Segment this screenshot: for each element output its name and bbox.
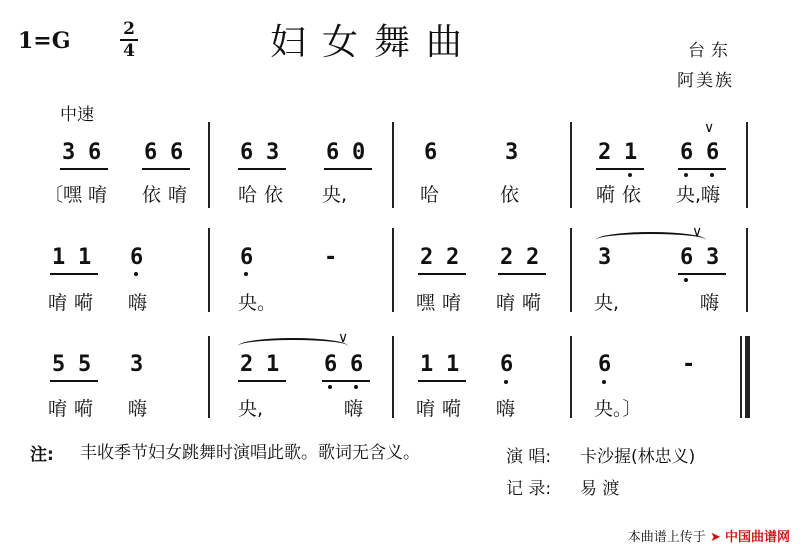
lyric: 〔嘿 (44, 184, 83, 206)
lyric: 唷 (168, 184, 188, 206)
note: 6 (326, 140, 340, 165)
lyric: 依 (264, 184, 284, 206)
note: 6 (680, 140, 694, 165)
note: 1 (420, 352, 434, 377)
footer-prefix: 本曲谱上传于 (627, 530, 706, 545)
note: 3 (505, 140, 519, 165)
note: 1 (52, 245, 66, 270)
lyric: 唷 (416, 398, 436, 420)
lyric: 唷 (496, 292, 516, 314)
lyric: 嗨 (496, 398, 516, 420)
lyric: 嗬 (596, 184, 616, 206)
note: 6 (88, 140, 102, 165)
note: 5 (78, 352, 92, 377)
lyric: 唷 (88, 184, 108, 206)
lyric: 依 (500, 184, 520, 206)
lyric: 唷 (48, 292, 68, 314)
note: 6 (500, 352, 514, 377)
lyric: 央, (238, 398, 264, 420)
note: 6 (240, 245, 254, 270)
site-logo-icon: ➤ (709, 530, 721, 545)
lyric: 央,嗨 (676, 184, 721, 206)
note: 1 (266, 352, 280, 377)
footer-brand[interactable]: 中国曲谱网 (724, 530, 790, 545)
lyric: 央。〕 (594, 398, 642, 420)
note: 2 (420, 245, 434, 270)
time-signature (118, 20, 140, 60)
note: 6 (424, 140, 438, 165)
note: - (682, 352, 696, 377)
lyric: 嗬 (74, 292, 94, 314)
note: 6 (350, 352, 364, 377)
note: 6 (170, 140, 184, 165)
key-signature: 1=G (18, 28, 71, 54)
footer-watermark (628, 526, 790, 545)
note: 2 (526, 245, 540, 270)
recorder-name: 易 渡 (580, 479, 620, 499)
tempo-marking: 中速 (60, 105, 94, 125)
note: 2 (240, 352, 254, 377)
note-label: 注: (30, 445, 54, 465)
lyric: 嗨 (128, 398, 148, 420)
lyric: 哈 (420, 184, 440, 206)
singer-name: 卡沙握(林忠义) (580, 447, 696, 467)
time-bottom: 4 (123, 41, 135, 61)
note: 1 (78, 245, 92, 270)
note: 2 (500, 245, 514, 270)
lyric: 嗬 (74, 398, 94, 420)
note: - (324, 245, 338, 270)
lyric: 嗨 (344, 398, 364, 420)
note: 6 (130, 245, 144, 270)
note: 6 (680, 245, 694, 270)
singer-label: 演 唱: (506, 447, 552, 467)
lyric: 嗨 (700, 292, 720, 314)
lyric: 依 (622, 184, 642, 206)
lyric: 嗬 (442, 398, 462, 420)
note: 2 (446, 245, 460, 270)
lyric: 嘿 (416, 292, 436, 314)
lyric: 央, (594, 292, 620, 314)
lyric: 哈 (238, 184, 258, 206)
note: 1 (624, 140, 638, 165)
note: 5 (52, 352, 66, 377)
note: 3 (266, 140, 280, 165)
note: 0 (352, 140, 366, 165)
note: 1 (446, 352, 460, 377)
lyric: 嗬 (522, 292, 542, 314)
note-text: 丰收季节妇女跳舞时演唱此歌。歌词无含义。 (80, 443, 420, 463)
note: 3 (62, 140, 76, 165)
note: 3 (130, 352, 144, 377)
time-top: 2 (123, 19, 135, 39)
lyric: 依 (142, 184, 162, 206)
note: 2 (598, 140, 612, 165)
note: 6 (706, 140, 720, 165)
note: 6 (144, 140, 158, 165)
note: 3 (598, 245, 612, 270)
lyric: 央。 (238, 292, 277, 314)
page-title: 妇女舞曲 (270, 22, 479, 63)
note: 3 (706, 245, 720, 270)
ethnic-label: 阿美族 (677, 71, 734, 91)
note: 6 (240, 140, 254, 165)
lyric: 央, (322, 184, 348, 206)
lyric: 唷 (442, 292, 462, 314)
lyric: 唷 (48, 398, 68, 420)
origin-label: 台东 (688, 41, 734, 61)
note: 6 (598, 352, 612, 377)
lyric: 嗨 (128, 292, 148, 314)
note: 6 (324, 352, 338, 377)
recorder-label: 记 录: (506, 479, 552, 499)
